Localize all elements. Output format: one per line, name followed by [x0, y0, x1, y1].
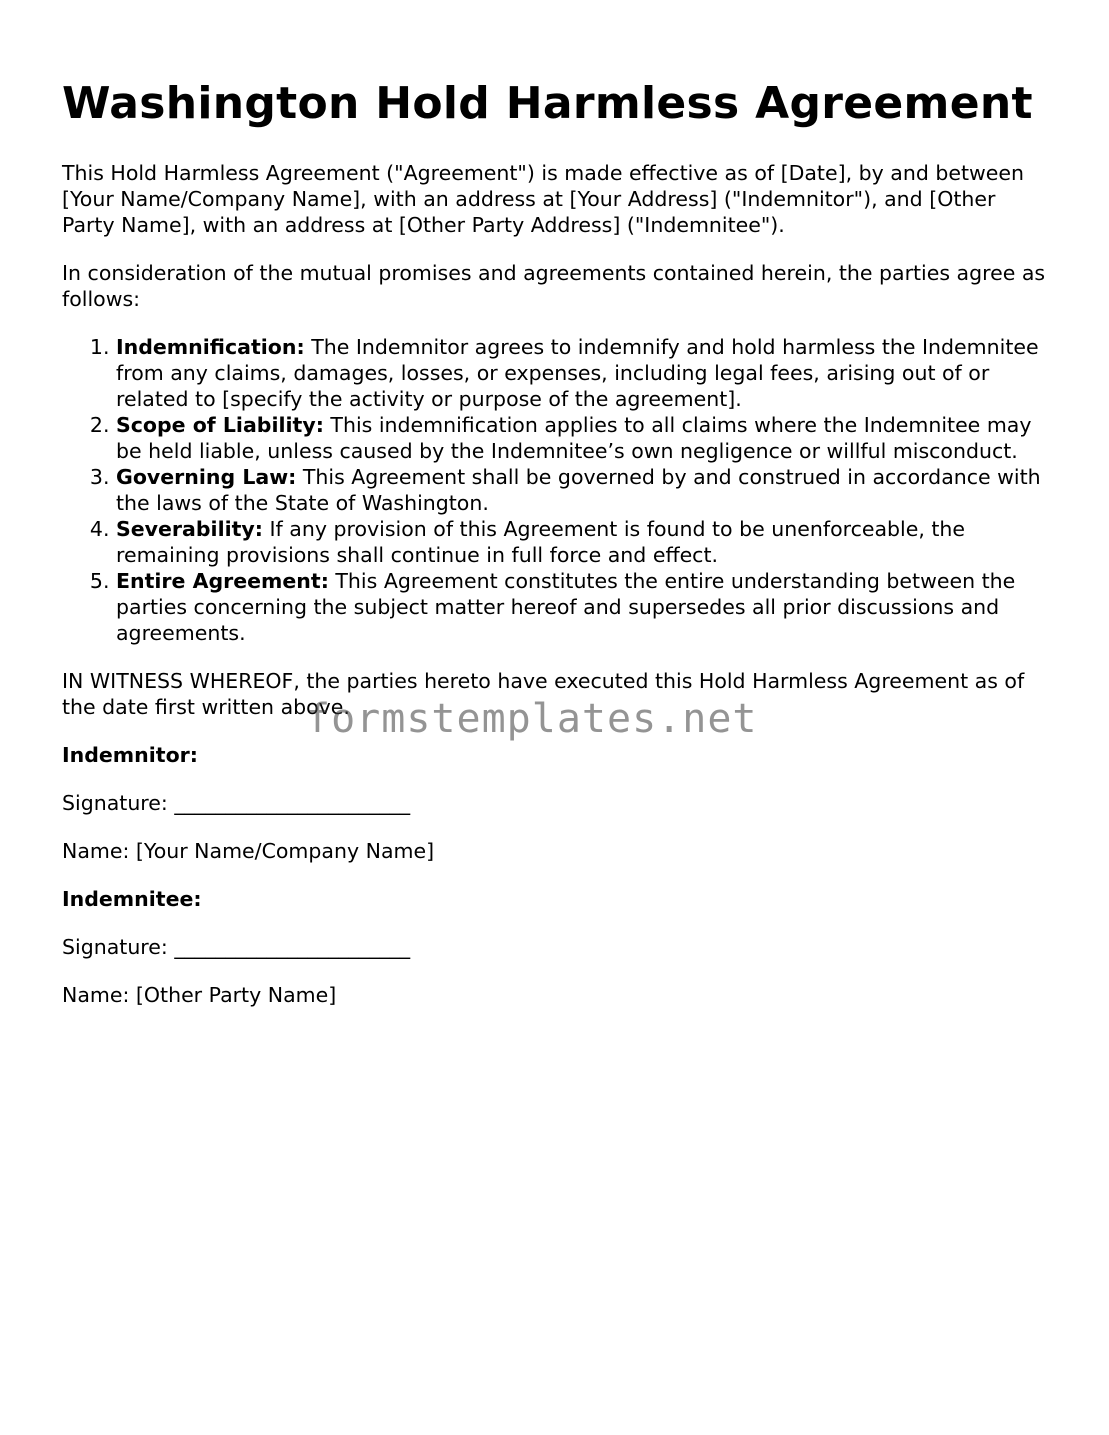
clause-term: Governing Law:	[116, 465, 297, 489]
indemnitor-name: Name: [Your Name/Company Name]	[62, 839, 435, 863]
clause-text: The Indemnitor agrees to indemnify and hold harmless the Indemnitee from any claims, damages, losses, or expenses, including legal fees, arising out of or related to [specify the activity or purpose of the agreement].	[116, 335, 1039, 411]
clause-term: Severability:	[116, 517, 263, 541]
clause-item-entire-agreement	[116, 568, 1052, 646]
intro-paragraph: This Hold Harmless Agreement ("Agreement") is made effective as of [Date], by and between [Your Name/Company Name], with an address at [Your Address] ("Indemnitor"), and [Other Party Name], with an address at [Other Party Address] ("Indemnitee").	[62, 161, 1025, 237]
clause-text: This Agreement shall be governed by and construed in accordance with the laws of the State of Washington.	[116, 465, 1041, 515]
clause-item-indemnification	[116, 334, 1052, 412]
consideration-paragraph: In consideration of the mutual promises and agreements contained herein, the parties agree as follows:	[62, 261, 1046, 311]
indemnitee-name: Name: [Other Party Name]	[62, 983, 337, 1007]
clause-list	[62, 334, 1052, 646]
clause-term: Entire Agreement:	[116, 569, 329, 593]
clause-term: Indemnification:	[116, 335, 305, 359]
clause-item-severability	[116, 516, 1052, 568]
document-page	[62, 76, 1052, 1030]
watermark-text: formstemplates.net	[306, 696, 758, 742]
clause-text: This Agreement constitutes the entire understanding between the parties concerning the subject matter hereof and supersedes all prior discussions and agreements.	[116, 569, 1016, 645]
clause-text: This indemnification applies to all claims where the Indemnitee may be held liable, unless caused by the Indemnitee’s own negligence or willful misconduct.	[116, 413, 1032, 463]
clause-text: If any provision of this Agreement is found to be unenforceable, the remaining provisions shall continue in full force and effect.	[116, 517, 966, 567]
indemnitor-heading: Indemnitor:	[62, 743, 198, 767]
indemnitee-heading: Indemnitee:	[62, 887, 202, 911]
clause-item-governing-law	[116, 464, 1052, 516]
document-title: Washington Hold Harmless Agreement	[62, 78, 1033, 129]
witness-paragraph: IN WITNESS WHEREOF, the parties hereto have executed this Hold Harmless Agreement as of the date first written above.	[62, 669, 1025, 719]
indemnitor-signature-line: Signature: _______________________	[62, 791, 411, 815]
clause-item-scope-of-liability	[116, 412, 1052, 464]
clause-term: Scope of Liability:	[116, 413, 324, 437]
indemnitee-signature-line: Signature: _______________________	[62, 935, 411, 959]
